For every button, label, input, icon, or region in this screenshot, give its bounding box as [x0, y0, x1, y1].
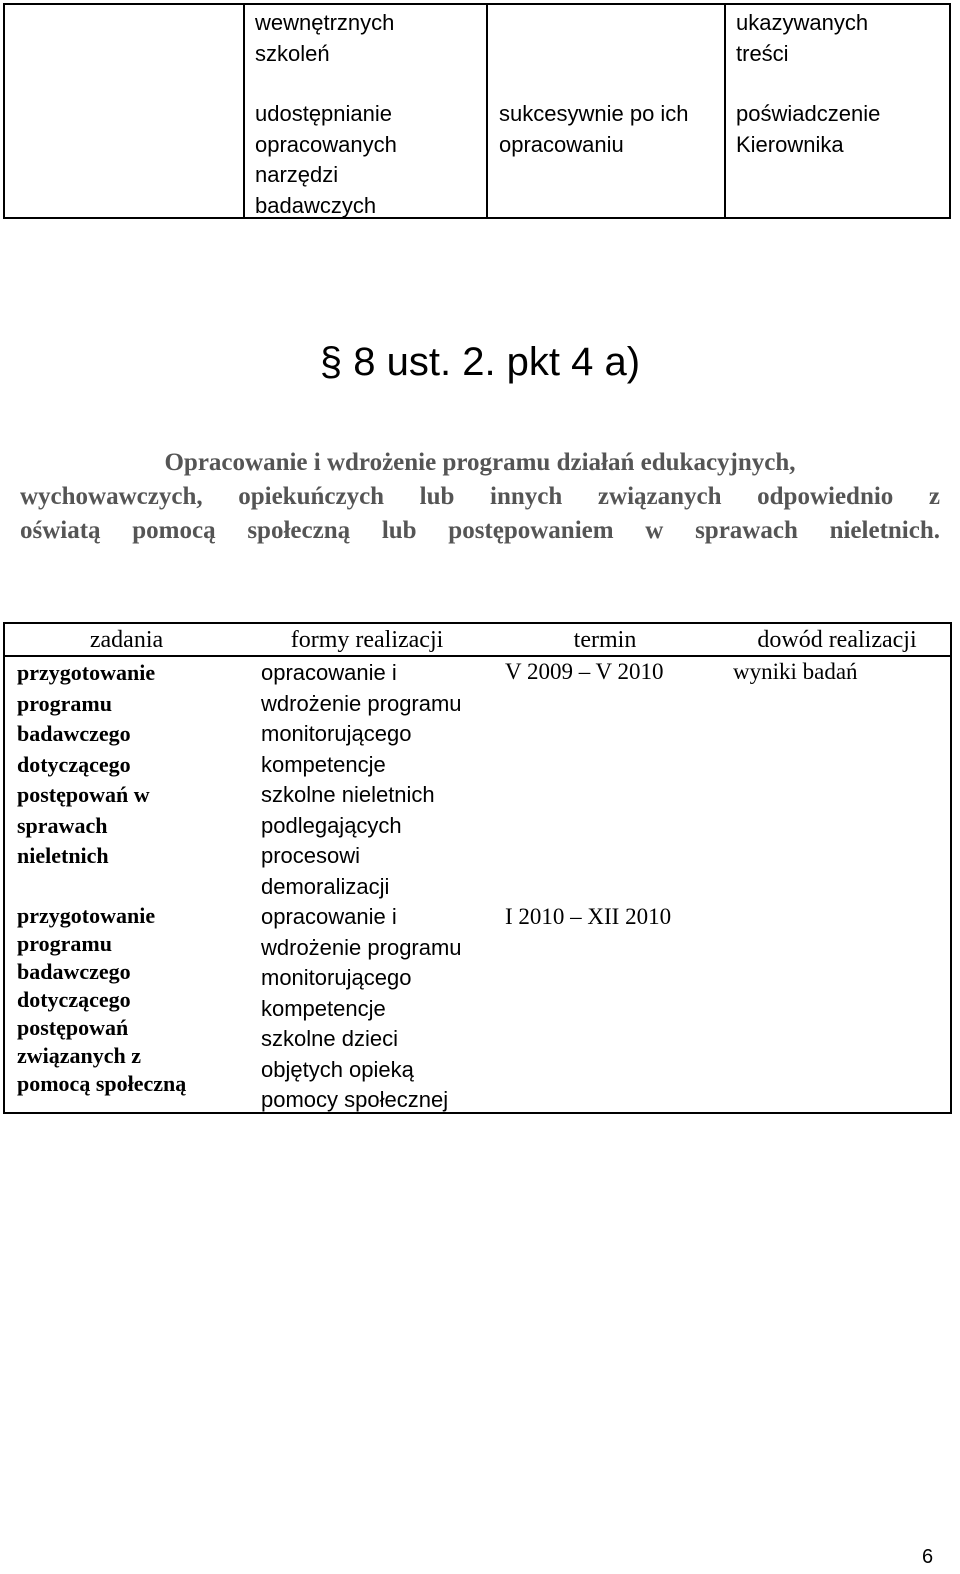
tasks-table [3, 622, 952, 1114]
description-line: wychowawczych, opiekuńczych lub innych związanych odpowiednio z [20, 483, 940, 510]
row1-form: opracowanie i wdrożenie programu monitorującego kompetencje szkolne nieletnich podlegających procesowi demoralizacji [261, 660, 462, 899]
top-row2-task: udostępnianie opracowanych narzędzi badawczych [255, 101, 397, 218]
top-row2-timing: sukcesywnie po ich opracowaniu [499, 101, 689, 157]
header-forms: formy realizacji [290, 627, 444, 653]
row2-form: opracowanie i wdrożenie programu monitorującego kompetencje szkolne dzieci objętych opieką pomocy społecznej [261, 904, 462, 1112]
row1-proof: wyniki badań [733, 659, 858, 684]
description-line: oświatą pomocą społeczną lub postępowaniem w sprawach nieletnich. [20, 517, 940, 544]
row1-term: V 2009 – V 2010 [505, 659, 664, 684]
row2-term: I 2010 – XII 2010 [505, 904, 672, 929]
top-row1-proof: ukazywanych treści [736, 10, 869, 66]
page-number: 6 [922, 1546, 934, 1568]
row1-task: przygotowanie programu badawczego dotyczącego postępowań w sprawach nieletnich [17, 660, 156, 868]
column-divider [724, 5, 726, 217]
column-divider [486, 5, 488, 217]
header-term: termin [573, 627, 637, 653]
top-table [3, 3, 951, 219]
description-line: Opracowanie i wdrożenie programu działań edukacyjnych, [164, 449, 796, 476]
row2-task: przygotowanie programu badawczego dotyczącego postępowań związanych z pomocą społeczną [17, 903, 187, 1096]
top-row1-task: wewnętrznych szkoleń [255, 10, 395, 66]
section-description [20, 446, 940, 548]
column-divider [243, 5, 245, 217]
header-proof: dowód realizacji [757, 627, 917, 653]
section-heading: § 8 ust. 2. pkt 4 a) [319, 340, 641, 384]
top-row2-proof: poświadczenie Kierownika [736, 101, 881, 157]
header-tasks: zadania [89, 627, 164, 653]
